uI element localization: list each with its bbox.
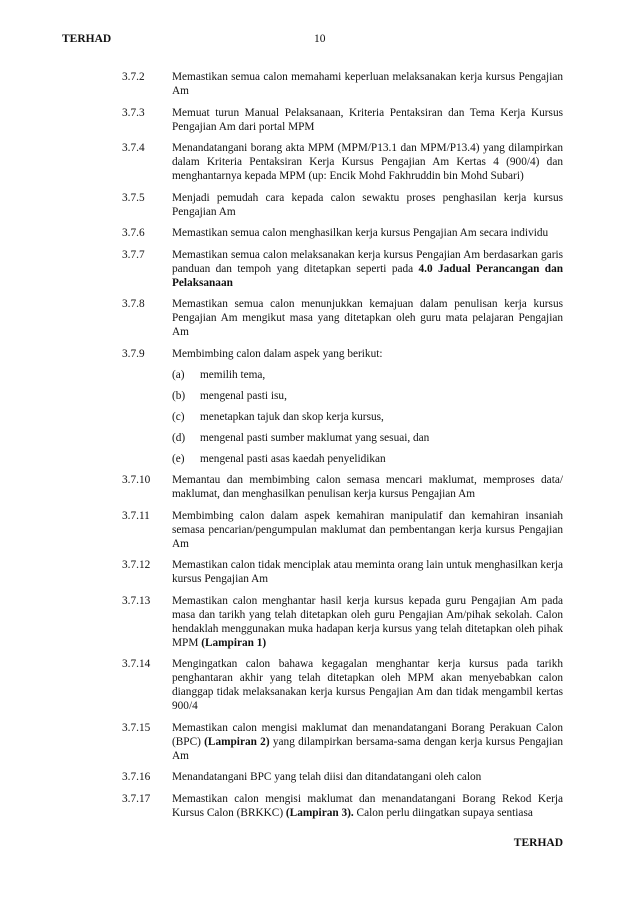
item-text (172, 141, 563, 183)
item-text-bold: 4.0 Jadual Perancangan dan Pelaksanaan (172, 262, 563, 289)
item-number: 3.7.4 (122, 142, 145, 154)
item-text-plain: Memuat turun Manual Pelaksanaan, Kriteria Pentaksiran dan Tema Kerja Kursus Pengajian Am dari portal MPM (172, 106, 563, 133)
item-text (172, 657, 563, 713)
item-number: 3.7.7 (122, 248, 145, 261)
list-item (122, 594, 563, 650)
item-text (172, 770, 563, 784)
item-text-plain: Menandatangani BPC yang telah diisi dan ditandatangani oleh calon (172, 771, 482, 783)
sub-list-item (172, 389, 563, 403)
sub-item-text: mengenal pasti asas kaedah penyelidikan (200, 453, 386, 465)
sub-item-label: (a) (172, 369, 185, 381)
list-item (122, 297, 563, 339)
list-item (122, 347, 563, 361)
item-number: 3.7.8 (122, 298, 145, 310)
item-text-plain: Memastikan calon mengisi maklumat dan menandatangani Borang Rekod Kerja Kursus Calon (BRKKC) (172, 792, 563, 819)
sub-item-label: (b) (172, 390, 186, 402)
item-number: 3.7.12 (122, 559, 151, 571)
item-text (172, 721, 563, 763)
sub-list-item (172, 368, 563, 382)
list-item (122, 770, 563, 784)
list-item (122, 70, 563, 98)
item-number: 3.7.6 (122, 227, 145, 239)
item-text (172, 473, 563, 501)
list-item (122, 509, 563, 551)
sub-list-item (172, 452, 563, 466)
header-classification: TERHAD (62, 33, 112, 45)
item-text-plain: Memastikan semua calon menunjukkan kemajuan dalam penulisan kerja kursus Pengajian Am mengikut masa yang ditetapkan oleh guru mata pelajaran Pengajian Am (172, 298, 563, 338)
item-text-plain: Menandatangani borang akta MPM (MPM/P13.1 dan MPM/P13.4) yang dilampirkan dalam Kriteria Pentaksiran Kerja Kursus Pengajian Am Kertas 4 (900/4) dan menghantarnya kepada MPM (up: Encik Mohd Fakhruddin bin Mohd Subari) (172, 142, 563, 182)
item-text (172, 226, 563, 240)
item-list-main (122, 70, 563, 361)
footer-classification: TERHAD (513, 837, 563, 849)
item-text-plain: Menjadi pemudah cara kepada calon sewaktu proses penghasilan kerja kursus Pengajian Am (172, 191, 563, 218)
item-list-continued (122, 473, 563, 820)
item-number: 3.7.15 (122, 721, 151, 734)
item-text-plain: Memastikan calon mengisi maklumat dan menandatangani Borang Perakuan Calon (BPC) (172, 721, 563, 748)
item-number: 3.7.16 (122, 771, 151, 783)
sub-item-text: menetapkan tajuk dan skop kerja kursus, (200, 411, 384, 423)
item-text (172, 558, 563, 586)
list-item (122, 248, 563, 290)
item-text-plain-end: Calon perlu diingatkan supaya sentiasa (353, 806, 533, 819)
list-item (122, 657, 563, 713)
item-text (172, 792, 563, 820)
item-text-plain: Mengingatkan calon bahawa kegagalan menghantar kerja kursus pada tarikh penghantaran akhir yang telah ditetapkan oleh MPM akan menyebabkan calon dianggap tidak melaksanakan kerja kursus Pengajian Am dan tidak mengambil kertas 900/4 (172, 658, 563, 712)
item-number: 3.7.3 (122, 106, 145, 119)
item-text (172, 106, 563, 134)
item-text (172, 509, 563, 551)
item-number: 3.7.17 (122, 792, 151, 805)
item-text-plain: Memantau dan membimbing calon semasa mencari maklumat, memproses data/ maklumat, dan menghasilkan penulisan kerja kursus Pengajian Am (172, 474, 563, 500)
item-number: 3.7.5 (122, 191, 145, 204)
item-text-plain: Memastikan semua calon memahami keperluan melaksanakan kerja kursus Pengajian Am (172, 71, 563, 97)
list-item (122, 226, 563, 240)
item-text (172, 594, 563, 650)
sub-item-text: mengenal pasti isu, (200, 390, 287, 402)
item-number: 3.7.13 (122, 594, 151, 607)
sub-item-list (122, 368, 563, 466)
item-text (172, 191, 563, 219)
item-text-plain-end: yang dilampirkan bersama-sama dengan kerja kursus Pengajian Am (172, 735, 563, 762)
item-number: 3.7.11 (122, 509, 150, 522)
sub-list-item (172, 431, 563, 445)
item-text-bold: (Lampiran 1) (201, 636, 267, 649)
item-text-plain: Membimbing calon dalam aspek kemahiran manipulatif dan kemahiran insaniah semasa pencarian/pengumpulan maklumat dan pembentangan kerja kursus Pengajian Am (172, 509, 563, 550)
item-text-plain: Memastikan calon tidak menciplak atau meminta orang lain untuk menghasilkan kerja kursus Pengajian Am (172, 559, 563, 585)
list-item (122, 141, 563, 183)
item-text (172, 70, 563, 98)
item-text (172, 248, 563, 290)
list-item (122, 721, 563, 763)
sub-item-text: mengenal pasti sumber maklumat yang sesuai, dan (200, 432, 430, 444)
item-text-plain: Membimbing calon dalam aspek yang berikut: (172, 347, 383, 360)
item-text-plain: Memastikan semua calon melaksanakan kerja kursus Pengajian Am berdasarkan garis panduan dan tempoh yang ditetapkan seperti pada (172, 248, 563, 275)
sub-item-text: memilih tema, (200, 369, 266, 381)
item-number: 3.7.14 (122, 658, 151, 670)
item-text-plain: Memastikan semua calon menghasilkan kerja kursus Pengajian Am secara individu (172, 227, 549, 239)
list-item (122, 106, 563, 134)
item-text-plain: Memastikan calon menghantar hasil kerja kursus kepada guru Pengajian Am pada masa dan tarikh yang telah ditetapkan oleh guru Pengajian Am/pihak sekolah. Calon hendaklah menggunakan muka hadapan kerja kursus yang telah ditetapkan oleh pihak MPM (172, 594, 563, 649)
item-text (172, 297, 563, 339)
item-number: 3.7.9 (122, 347, 145, 360)
sub-item-label: (e) (172, 453, 185, 465)
list-item (122, 792, 563, 820)
page-number: 10 (314, 33, 326, 45)
document-body (122, 70, 563, 827)
list-item (122, 191, 563, 219)
item-number: 3.7.10 (122, 474, 151, 486)
item-text (172, 347, 563, 361)
sub-item-label: (c) (172, 411, 185, 423)
item-text-bold: (Lampiran 3). (285, 806, 354, 819)
item-text-bold: (Lampiran 2) (204, 735, 270, 748)
list-item (122, 473, 563, 501)
sub-item-label: (d) (172, 432, 186, 444)
item-number: 3.7.2 (122, 71, 145, 83)
list-item (122, 558, 563, 586)
sub-list-item (172, 410, 563, 424)
